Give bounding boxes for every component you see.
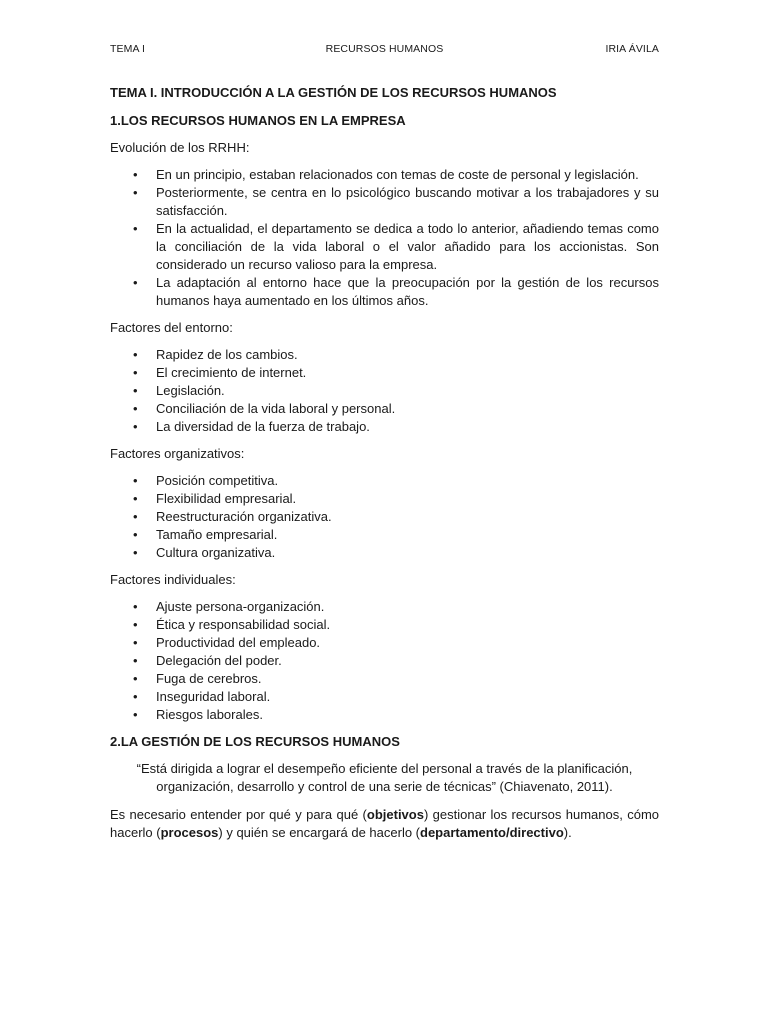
bullet-icon: •	[133, 419, 138, 434]
bullet-icon: •	[133, 527, 138, 542]
bullet-icon: •	[133, 473, 138, 488]
header-center: RECURSOS HUMANOS	[325, 43, 444, 55]
bullet-icon: •	[133, 707, 138, 722]
bullet-icon: •	[133, 185, 138, 200]
evolucion-list	[110, 166, 659, 310]
bullet-icon: •	[133, 221, 138, 236]
list-item: • Fuga de cerebros.	[133, 671, 262, 686]
page-header	[110, 43, 659, 59]
list-item: • Productividad del empleado.	[133, 635, 321, 650]
header-left: TEMA I	[110, 43, 146, 55]
bullet-icon: •	[133, 365, 138, 380]
chiavenato-quote: “Está dirigida a lograr el desempeño eficiente del personal a través de la planificación, organización, desarrollo y control de una serie de técnicas” (Chiavenato, 2011).	[136, 761, 633, 794]
bullet-icon: •	[133, 617, 138, 632]
list-item: • La adaptación al entorno hace que la preocupación por la gestión de los recursos humanos haya aumentado en los últimos años.	[133, 275, 659, 308]
organizativos-list	[110, 472, 659, 562]
entorno-list	[110, 346, 659, 436]
bullet-icon: •	[133, 491, 138, 506]
list-item: • Ajuste persona-organización.	[133, 599, 325, 614]
list-item: • Cultura organizativa.	[133, 545, 276, 560]
closing-paragraph: Es necesario entender por qué y para qué (objetivos) gestionar los recursos humanos, cómo hacerlo (procesos) y quién se encargará de hacerlo (departamento/directivo).	[110, 807, 659, 840]
list-item: • Posteriormente, se centra en lo psicológico buscando motivar a los trabajadores y su satisfacción.	[133, 185, 659, 218]
bullet-icon: •	[133, 401, 138, 416]
list-item: • Reestructuración organizativa.	[133, 509, 332, 524]
list-item: • Flexibilidad empresarial.	[133, 491, 297, 506]
bullet-icon: •	[133, 347, 138, 362]
bullet-icon: •	[133, 653, 138, 668]
bold-objetivos: objetivos	[366, 807, 424, 822]
document-title: TEMA I. INTRODUCCIÓN A LA GESTIÓN DE LOS RECURSOS HUMANOS	[110, 85, 557, 100]
list-item: • Delegación del poder.	[133, 653, 282, 668]
list-item: • Posición competitiva.	[133, 473, 279, 488]
list-item: • El crecimiento de internet.	[133, 365, 307, 380]
bullet-icon: •	[133, 671, 138, 686]
bullet-icon: •	[133, 635, 138, 650]
list-item: • Conciliación de la vida laboral y personal.	[133, 401, 396, 416]
bullet-icon: •	[133, 689, 138, 704]
bold-procesos: procesos	[160, 825, 219, 840]
bullet-icon: •	[133, 167, 138, 182]
section-1-heading: 1.LOS RECURSOS HUMANOS EN LA EMPRESA	[110, 113, 406, 128]
individuales-list	[110, 598, 659, 724]
organizativos-intro: Factores organizativos:	[110, 446, 245, 461]
individuales-intro: Factores individuales:	[110, 572, 236, 587]
document-body	[110, 84, 659, 842]
bullet-icon: •	[133, 545, 138, 560]
bold-departamento: departamento/directivo	[420, 825, 564, 840]
list-item: • Rapidez de los cambios.	[133, 347, 298, 362]
list-item: • Ética y responsabilidad social.	[133, 617, 331, 632]
list-item: • La diversidad de la fuerza de trabajo.	[133, 419, 370, 434]
header-right: IRIA ÁVILA	[605, 43, 659, 55]
bullet-icon: •	[133, 383, 138, 398]
list-item: • Tamaño empresarial.	[133, 527, 278, 542]
list-item: • Riesgos laborales.	[133, 707, 263, 722]
section-2-heading: 2.LA GESTIÓN DE LOS RECURSOS HUMANOS	[110, 734, 400, 749]
list-item: • En la actualidad, el departamento se dedica a todo lo anterior, añadiendo temas como la conciliación de la vida laboral o el valor añadido para los accionistas. Son considerado un recurso valioso para la empresa.	[133, 221, 659, 272]
list-item: • Legislación.	[133, 383, 225, 398]
evolucion-intro: Evolución de los RRHH:	[110, 140, 250, 155]
bullet-icon: •	[133, 275, 138, 290]
list-item: • Inseguridad laboral.	[133, 689, 271, 704]
entorno-intro: Factores del entorno:	[110, 320, 233, 335]
bullet-icon: •	[133, 509, 138, 524]
bullet-icon: •	[133, 599, 138, 614]
list-item: • En un principio, estaban relacionados con temas de coste de personal y legislación.	[133, 167, 639, 182]
